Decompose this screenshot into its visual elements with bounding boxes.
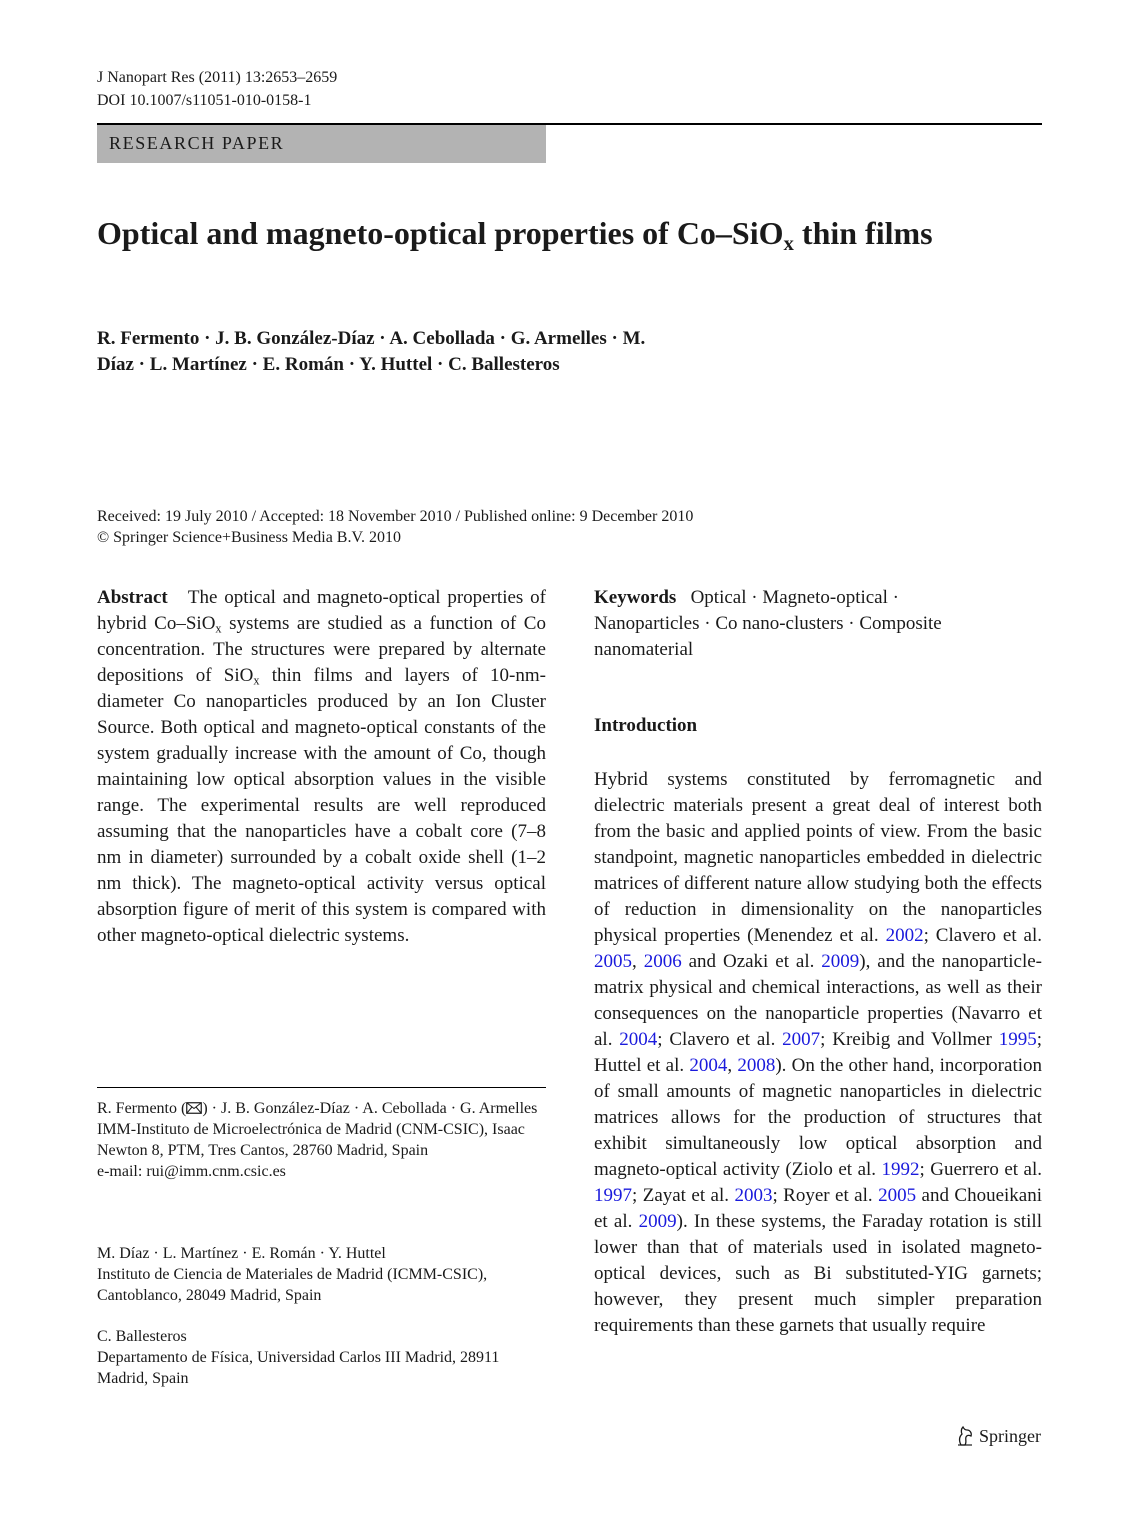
affiliation-3-institution: Departamento de Física, Universidad Carlos III Madrid, 28911 Madrid, Spain	[97, 1349, 500, 1387]
history-dates: Received: 19 July 2010 / Accepted: 18 November 2010 / Published online: 9 December 2010	[97, 508, 694, 525]
article-type-label: RESEARCH PAPER	[109, 133, 285, 153]
citation-link[interactable]: 1992	[881, 1159, 920, 1180]
keywords-label: Keywords	[594, 587, 677, 608]
affiliation-2-institution: Instituto de Ciencia de Materiales de Madrid (ICMM-CSIC), Cantoblanco, 28049 Madrid, Spain	[97, 1266, 488, 1304]
citation-link[interactable]: 2006	[643, 951, 682, 972]
affiliation-1-institution: IMM-Instituto de Microelectrónica de Madrid (CNM-CSIC), Isaac Newton 8, PTM, Tres Cantos, 28760 Madrid, Spain	[97, 1121, 525, 1159]
citation-link[interactable]: 2004	[689, 1055, 728, 1076]
citation-link[interactable]: 2009	[638, 1211, 677, 1232]
citation-link[interactable]: 2005	[878, 1185, 917, 1206]
corresponding-email[interactable]: e-mail: rui@imm.cnm.csic.es	[97, 1163, 286, 1180]
journal-doi: DOI 10.1007/s11051-010-0158-1	[97, 92, 312, 109]
journal-citation: J Nanopart Res (2011) 13:2653–2659	[97, 69, 338, 86]
citation-link[interactable]: 1995	[998, 1029, 1037, 1050]
citation-link[interactable]: 2004	[619, 1029, 658, 1050]
keywords-text: Optical · Magneto-optical · Nanoparticles · Co nano-clusters · Composite nanomaterial	[594, 587, 942, 660]
introduction-body: Hybrid systems constituted by ferromagnetic and dielectric materials present a great deal of interest both from the basic and applied points of view. From the basic standpoint, magnetic nanoparticles embedded in dielectric matrices of different nature allow studying both the effects of reduction in dimensionality on the nanoparticles physical properties (Menendez et al. 2002; Clavero et al. 2005, 2006 and Ozaki et al. 2009), and the nanoparticle-matrix physical and chemical interactions, as well as their consequences on the nanoparticle properties (Navarro et al. 2004; Clavero et al. 2007; Kreibig and Vollmer 1995; Huttel et al. 2004, 2008). On the other hand, incorporation of small amounts of magnetic nanoparticles in dielectric matrices allows for the production of structures that exhibit simultaneously low optical absorption and magneto-optical activity (Ziolo et al. 1992; Guerrero et al. 1997; Zayat et al. 2003; Royer et al. 2005 and Choueikani et al. 2009). In these systems, the Faraday rotation is still lower than that of materials used in isolated magneto-optical devices, such as Bi substituted-YIG garnets; however, they present much simpler preparation requirements than these garnets that usually require	[594, 769, 1043, 1336]
affiliation-1-authors: R. Fermento ( ) · J. B. González-Díaz · A. Cebollada · G. Armelles	[97, 1100, 538, 1117]
affiliation-rule	[97, 1087, 546, 1088]
abstract: Abstract The optical and magneto-optical properties of hybrid Co–SiO$_x$ systems are studied as a function of Co concentration. The structures were prepared by alternate depositions of SiO$_x$ thin films and layers of 10-nm-diameter Co nanoparticles produced by an Ion Cluster Source. Both optical and magneto-optical constants of the system gradually increase with the amount of Co, though maintaining low optical absorption values in the visible range. The experimental results are well reproduced assuming that the nanoparticles have a cobalt core (7–8 nm in diameter) surrounded by a cobalt oxide shell (1–2 nm thick). The magneto-optical activity versus optical absorption figure of merit of this system is compared with other magneto-optical dielectric systems.	[97, 587, 546, 946]
citation-link[interactable]: 2008	[737, 1055, 776, 1076]
affiliation-2	[97, 1243, 546, 1306]
article-type-banner	[97, 125, 546, 163]
envelope-icon	[186, 1102, 202, 1114]
citation-link[interactable]: 2005	[594, 951, 632, 972]
citation-link[interactable]: 2009	[821, 951, 860, 972]
affiliation-1	[97, 1098, 546, 1182]
affiliation-3	[97, 1326, 546, 1389]
citation-link[interactable]: 2003	[734, 1185, 773, 1206]
author-list: R. Fermento · J. B. González-Díaz · A. Cebollada · G. Armelles · M. Díaz · L. Martínez · E. Román · Y. Huttel · C. Ballesteros	[97, 328, 646, 375]
publisher-name: Springer	[979, 1425, 1041, 1446]
keywords	[594, 585, 954, 663]
journal-header	[97, 66, 337, 112]
affiliation-3-authors: C. Ballesteros	[97, 1328, 187, 1345]
copyright-line: © Springer Science+Business Media B.V. 2010	[97, 529, 401, 546]
paper-title: Optical and magneto-optical properties of Co–SiO$_x$ thin films	[97, 215, 933, 256]
affiliation-2-authors: M. Díaz · L. Martínez · E. Román · Y. Huttel	[97, 1245, 386, 1262]
citation-link[interactable]: 2002	[885, 925, 924, 946]
abstract-label: Abstract	[97, 587, 168, 608]
citation-link[interactable]: 2007	[782, 1029, 821, 1050]
publisher-logo	[955, 1425, 1041, 1447]
citation-link[interactable]: 1997	[594, 1185, 632, 1206]
introduction-heading: Introduction	[594, 715, 698, 736]
publication-dates	[97, 506, 693, 548]
springer-horse-icon	[955, 1425, 975, 1447]
